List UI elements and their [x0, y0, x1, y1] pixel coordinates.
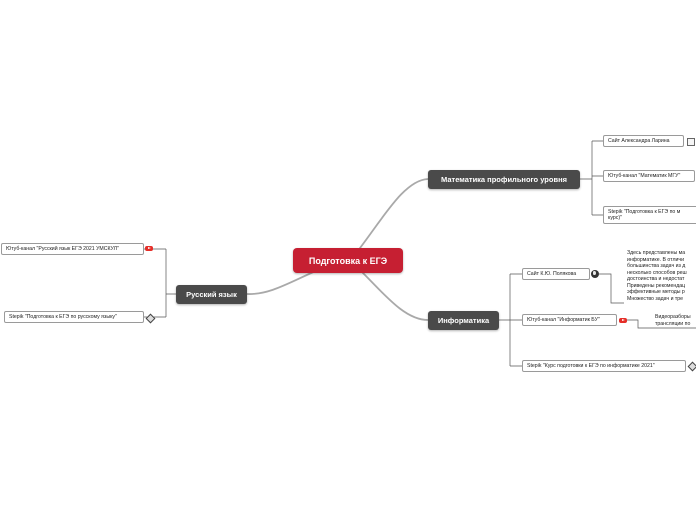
link-inf-leaves	[499, 274, 522, 366]
math-leaf-larin-label: Сайт Александра Ларина	[608, 138, 670, 144]
youtube-icon[interactable]	[145, 246, 153, 251]
topic-russian-label: Русский язык	[186, 290, 237, 299]
russian-leaf-umskul[interactable]	[1, 243, 144, 255]
inf-polyakov-note: Здесь представлены ма информатике. В отличи большинства задач из д несколько способов реш достоинства и недостат Приведены рекомендац эффективные методы р Множество задач и тре	[627, 250, 687, 302]
inf-leaf-polyakov[interactable]	[522, 268, 590, 280]
russian-leaf-stepik[interactable]	[4, 311, 144, 323]
math-leaf-larin[interactable]	[603, 135, 684, 147]
page-icon[interactable]	[687, 138, 695, 146]
link-math-leaves	[580, 141, 603, 215]
math-leaf-stepik[interactable]	[603, 206, 696, 224]
central-topic[interactable]	[293, 248, 403, 273]
globe-icon[interactable]	[591, 270, 599, 278]
inf-leaf-bu-label: Ютуб-канал "Информатик БУ"	[527, 317, 600, 323]
topic-informatics[interactable]	[428, 311, 499, 330]
inf-leaf-bu[interactable]	[522, 314, 617, 326]
inf-bu-note: Видеоразборы трансляции по	[655, 314, 691, 327]
inf-leaf-stepik[interactable]	[522, 360, 686, 372]
topic-russian[interactable]	[176, 285, 247, 304]
link-polyakov-note	[599, 274, 624, 303]
link-central-russian	[247, 270, 318, 294]
topic-informatics-label: Информатика	[437, 316, 490, 325]
russian-leaf-stepik-label: Stepik "Подготовка к ЕГЭ по русскому языку"	[9, 314, 117, 320]
link-central-math	[360, 179, 428, 248]
topic-math[interactable]	[428, 170, 580, 189]
inf-leaf-polyakov-label: Сайт К.Ю. Полякова	[527, 271, 577, 277]
central-topic-label: Подготовка к ЕГЭ	[308, 255, 388, 266]
math-leaf-mgu[interactable]	[603, 170, 695, 182]
russian-leaf-umskul-label: Ютуб-канал "Русский язык ЕГЭ 2021 УМСКУЛ"	[6, 246, 119, 252]
youtube-icon[interactable]	[619, 318, 627, 323]
math-leaf-mgu-label: Ютуб-канал "Математик МГУ"	[608, 173, 681, 179]
math-leaf-stepik-label: Stepik "Подготовка к ЕГЭ по м курс)"	[608, 209, 681, 222]
link-russian-leaves	[144, 249, 176, 317]
topic-math-label: Математика профильного уровня	[441, 175, 567, 184]
link-central-informatics	[362, 272, 428, 320]
inf-leaf-stepik-label: Stepik "Курс подготовки к ЕГЭ по информатике 2021"	[527, 363, 655, 369]
